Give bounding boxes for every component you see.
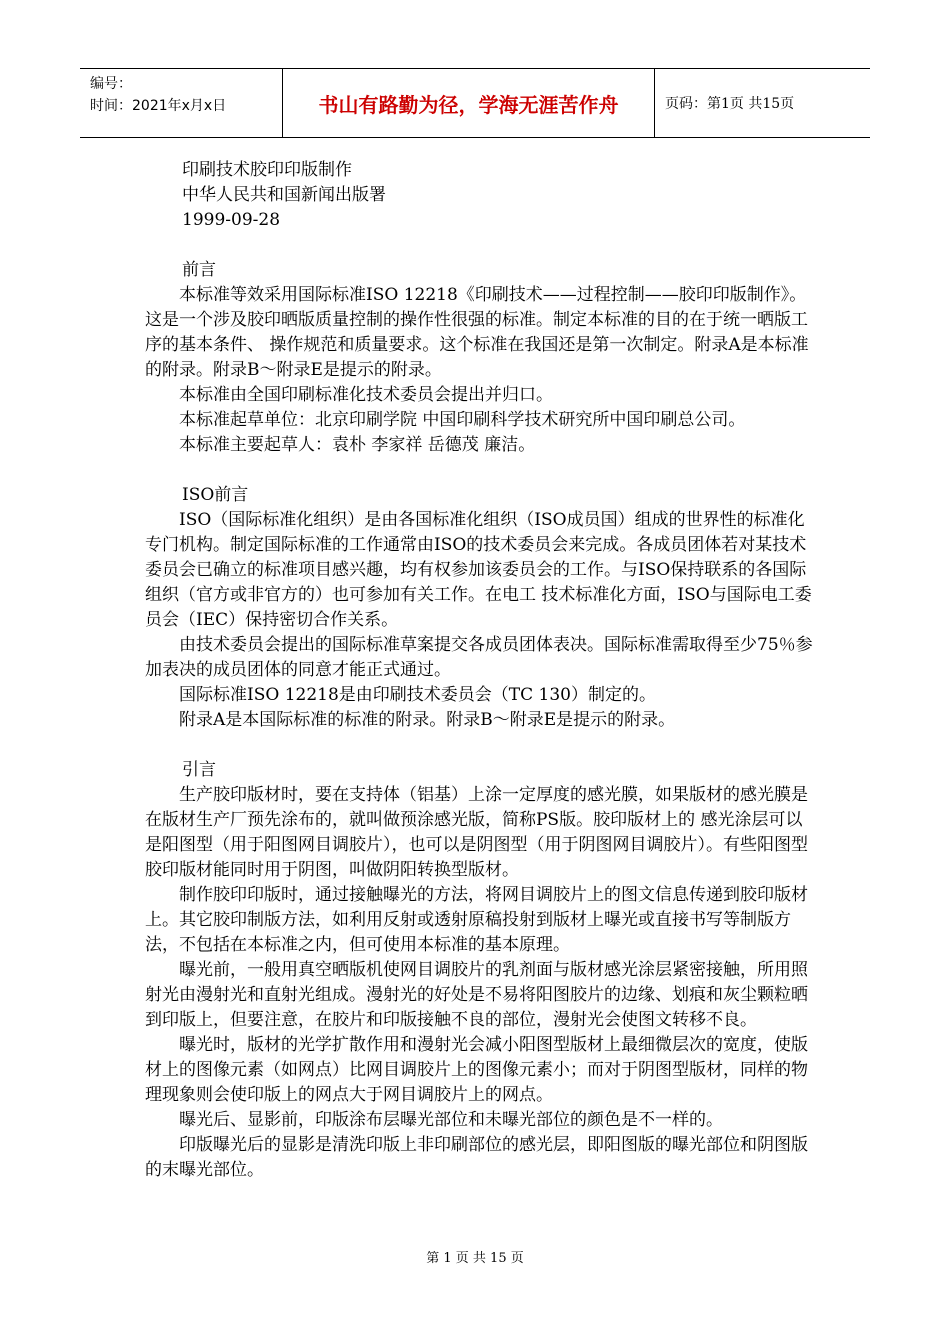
iso-foreword-paragraph: 由技术委员会提出的国际标准草案提交各成员团体表决。国际标准需取得至少75％参加表决的成员团体的同意才能正式通过。 xyxy=(145,635,813,680)
foreword-heading: 前言 xyxy=(182,260,216,280)
document-body xyxy=(145,158,817,1183)
page-header xyxy=(80,68,870,138)
foreword-paragraph: 本标准等效采用国际标准ISO 12218《印刷技术——过程控制——胶印印版制作》。这是一个涉及胶印晒版质量控制的操作性很强的标准。制定本标准的目的在于统一晒版工序的基本条件、 操作规范和质量要求。这个标准在我国还是第一次制定。附录A是本标准的附录。附录B～附录E是提示的附录。 xyxy=(145,285,809,380)
page-footer: 第 1 页 共 15 页 xyxy=(426,1251,524,1266)
number-label: 编号： xyxy=(90,76,132,92)
header-page-info: 页码：第1页 共15页 xyxy=(665,96,795,112)
introduction-paragraph: 曝光时，版材的光学扩散作用和漫射光会减小阳图型版材上最细微层次的宽度，使版材上的图像元素（如网点）比网目调胶片上的图像元素小；而对于阴图型版材，同样的物理现象则会使印版上的网点大于网目调胶片上的网点。 xyxy=(145,1035,808,1105)
introduction-paragraph: 曝光前，一般用真空晒版机使网目调胶片的乳剂面与版材感光涂层紧密接触，所用照射光由漫射光和直射光组成。漫射光的好处是不易将阳图胶片的边缘、划痕和灰尘颗粒晒到印版上，但要注意，在胶片和印版接触不良的部位，漫射光会使图文转移不良。 xyxy=(145,960,808,1030)
foreword-paragraph: 本标准起草单位：北京印刷学院 中国印刷科学技术研究所中国印刷总公司。 xyxy=(179,410,746,430)
header-meta xyxy=(80,69,282,137)
document-issuer: 中华人民共和国新闻出版署 xyxy=(182,185,386,205)
introduction-paragraph: 制作胶印印版时，通过接触曝光的方法，将网目调胶片上的图文信息传递到胶印版材上。其它胶印制版方法，如利用反射或透射原稿投射到版材上曝光或直接书写等制版方法，不包括在本标准之内，但可使用本标准的基本原理。 xyxy=(145,885,808,955)
document-title: 印刷技术胶印印版制作 xyxy=(182,160,352,180)
iso-foreword-paragraph: 附录A是本国际标准的标准的附录。附录B～附录E是提示的附录。 xyxy=(179,710,676,730)
iso-foreword-paragraph: 国际标准ISO 12218是由印刷技术委员会（TC 130）制定的。 xyxy=(179,685,656,705)
foreword-paragraph: 本标准主要起草人：袁朴 李家祥 岳德茂 廉洁。 xyxy=(179,435,536,455)
introduction-heading: 引言 xyxy=(182,760,216,780)
iso-foreword-paragraph: ISO（国际标准化组织）是由各国标准化组织（ISO成员国）组成的世界性的标准化专门机构。制定国际标准的工作通常由ISO的技术委员会来完成。各成员团体若对某技术委员会已确立的标准项目感兴趣，均有权参加该委员会的工作。与ISO保持联系的各国际组织（官方或非官方的）也可参加有关工作。在电工 技术标准化方面，ISO与国际电工委员会（IEC）保持密切合作关系。 xyxy=(145,510,812,630)
iso-foreword-heading: ISO前言 xyxy=(182,485,249,505)
document-date: 1999-09-28 xyxy=(182,210,281,230)
introduction-paragraph: 生产胶印版材时，要在支持体（铝基）上涂一定厚度的感光膜，如果版材的感光膜是在版材生产厂预先涂布的，就叫做预涂感光版，简称PS版。胶印版材上的 感光涂层可以是阳图型（用于阳图网目调胶片），也可以是阴图型（用于阴图网目调胶片）。有些阳图型胶印版材能同时用于阴图，叫做阴阳转换型版材。 xyxy=(145,785,808,880)
foreword-paragraph: 本标准由全国印刷标准化技术委员会提出并归口。 xyxy=(179,385,553,405)
time-label: 时间：2021年x月x日 xyxy=(90,98,227,114)
header-motto: 书山有路勤为径，学海无涯苦作舟 xyxy=(282,69,655,137)
introduction-paragraph: 曝光后、显影前，印版涂布层曝光部位和未曝光部位的颜色是不一样的。 xyxy=(179,1110,723,1130)
introduction-paragraph: 印版曝光后的显影是清洗印版上非印刷部位的感光层，即阳图版的曝光部位和阴图版的末曝光部位。 xyxy=(145,1135,808,1180)
